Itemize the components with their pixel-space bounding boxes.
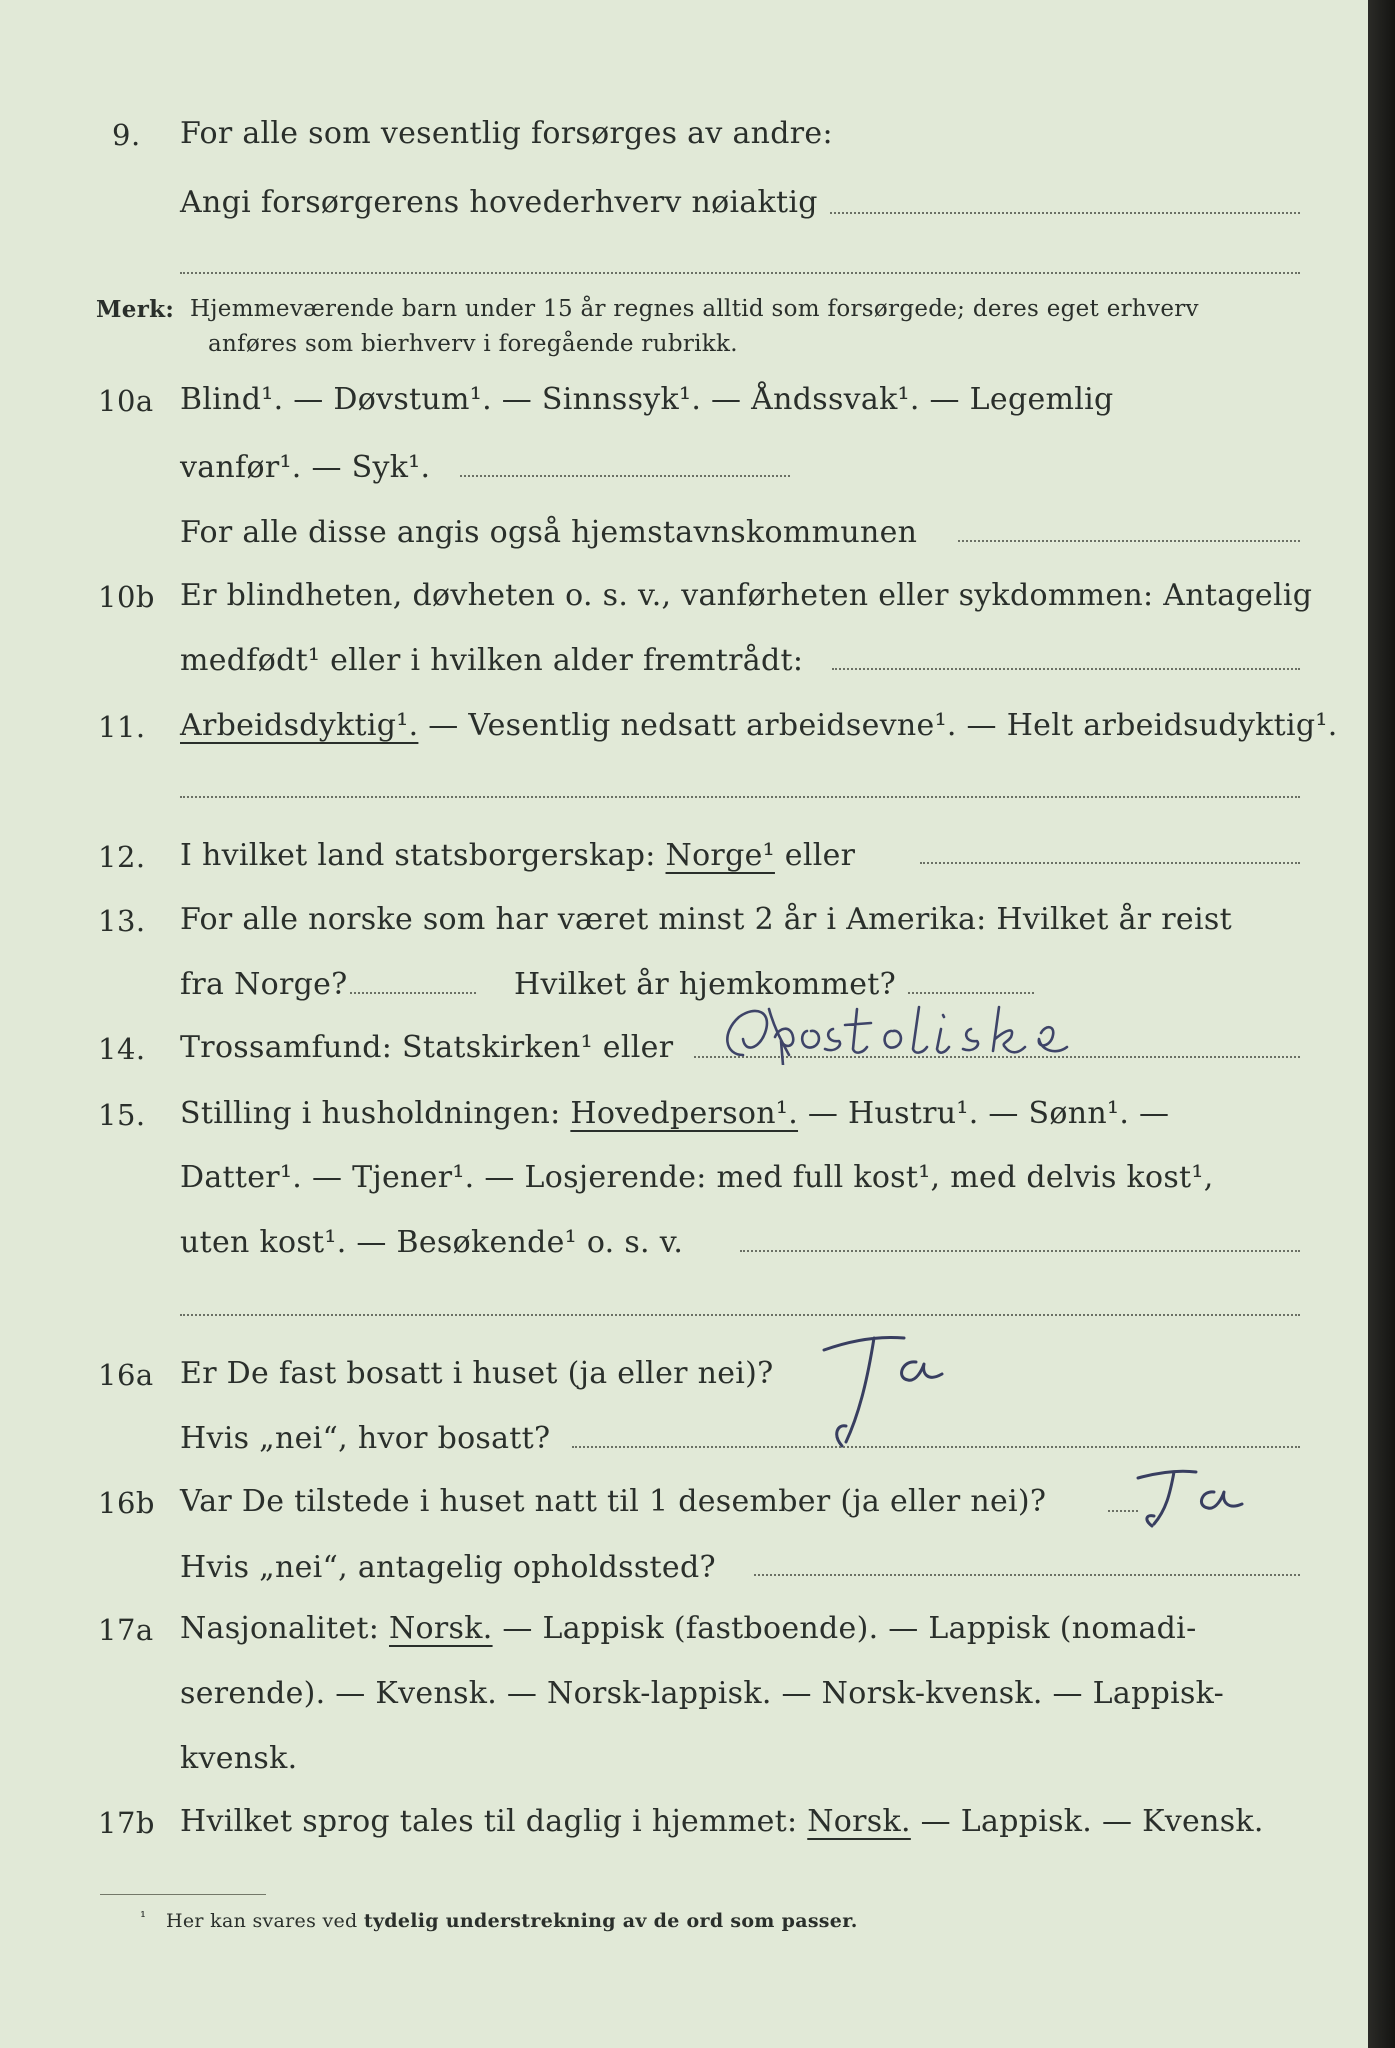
handwritten-answer-ja (812, 1326, 962, 1452)
question-number: 10b (98, 580, 155, 614)
answer-line[interactable] (572, 1446, 1300, 1448)
question-number: 15. (98, 1098, 146, 1132)
question-text: Er De fast bosatt i huset (ja eller nei)? (180, 1356, 774, 1391)
note-label: Merk: (96, 296, 175, 323)
question-text: For alle som vesentlig forsørges av andre: (180, 116, 833, 151)
answer-line[interactable] (832, 668, 1300, 670)
footnote-text: Her kan svares ved tydelig understrekning av de ord som passer. (166, 1910, 858, 1932)
question-text: I hvilket land statsborgerskap: Norge¹ eller (180, 838, 856, 873)
question-number: 16a (98, 1358, 154, 1392)
answer-line[interactable] (754, 1574, 1300, 1576)
note-text: anføres som bierhverv i foregående rubrikk. (208, 331, 738, 357)
answer-line[interactable] (180, 272, 1300, 274)
selected-option: Hovedperson¹. (570, 1096, 799, 1131)
answer-line[interactable] (830, 212, 1300, 214)
selected-option: Arbeidsdyktig¹. (180, 708, 419, 743)
question-text: uten kost¹. — Besøkende¹ o. s. v. (180, 1225, 684, 1260)
question-number: 17b (98, 1806, 155, 1840)
handwritten-answer-ja (1130, 1466, 1256, 1532)
question-number: 11. (98, 710, 146, 744)
question-number: 14. (98, 1032, 146, 1066)
question-text: Hvis „nei“, antagelig opholdssted? (180, 1550, 716, 1585)
question-text: Hvilket år hjemkommet? (514, 967, 897, 1002)
answer-line[interactable] (908, 992, 1034, 994)
question-text: vanfør¹. — Syk¹. (180, 450, 431, 485)
answer-line[interactable] (180, 1314, 1300, 1316)
scan-edge (1368, 0, 1395, 2048)
question-text: Stilling i husholdningen: Hovedperson¹. — Hustru¹. — Sønn¹. — (180, 1096, 1170, 1131)
question-text: kvensk. (180, 1741, 298, 1776)
question-text: Er blindheten, døvheten o. s. v., vanførheten eller sykdommen: Antagelig (180, 578, 1313, 613)
selected-option: Norge¹ (665, 838, 775, 873)
answer-line[interactable] (180, 796, 1300, 798)
question-text: medfødt¹ eller i hvilken alder fremtrådt: (180, 643, 804, 678)
question-number: 12. (98, 840, 146, 874)
question-text: Datter¹. — Tjener¹. — Losjerende: med full kost¹, med delvis kost¹, (180, 1160, 1214, 1195)
question-number: 9. (112, 118, 141, 152)
question-text: Hvilket sprog tales til daglig i hjemmet: Norsk. — Lappisk. — Kvensk. (180, 1804, 1264, 1839)
question-number: 10a (98, 384, 154, 418)
question-text: Arbeidsdyktig¹. — Vesentlig nedsatt arbeidsevne¹. — Helt arbeidsudyktig¹. (180, 708, 1338, 743)
question-text: fra Norge? (180, 967, 348, 1002)
note-text: Hjemmeværende barn under 15 år regnes alltid som forsørgede; deres eget erhverv (190, 296, 1199, 322)
question-text: serende). — Kvensk. — Norsk-lappisk. — Norsk-kvensk. — Lappisk- (180, 1676, 1225, 1711)
question-text: For alle norske som har været minst 2 år i Amerika: Hvilket år reist (180, 902, 1232, 937)
answer-line[interactable] (740, 1250, 1300, 1252)
question-number: 13. (98, 904, 146, 938)
question-text: Nasjonalitet: Norsk. — Lappisk (fastboende). — Lappisk (nomadi- (180, 1611, 1197, 1646)
selected-option: Norsk. (807, 1804, 911, 1839)
answer-line[interactable] (350, 992, 476, 994)
question-text: For alle disse angis også hjemstavnskommunen (180, 515, 918, 550)
question-text: Blind¹. — Døvstum¹. — Sinnssyk¹. — Åndssvak¹. — Legemlig (180, 382, 1114, 417)
answer-line[interactable] (920, 862, 1300, 864)
answer-line[interactable] (460, 475, 790, 477)
selected-option: Norsk. (389, 1611, 493, 1646)
question-number: 16b (98, 1486, 155, 1520)
question-text: Var De tilstede i huset natt til 1 desember (ja eller nei)? (180, 1484, 1047, 1519)
footnote-rule (100, 1894, 266, 1895)
question-text: Angi forsørgerens hovederhverv nøiaktig (180, 185, 818, 220)
handwritten-answer-apostolisk (715, 1003, 1175, 1065)
footnote-marker: ¹ (140, 1908, 147, 1926)
question-text: Hvis „nei“, hvor bosatt? (180, 1421, 551, 1456)
question-number: 17a (98, 1613, 154, 1647)
answer-line[interactable] (958, 540, 1300, 542)
question-text: Trossamfund: Statskirken¹ eller (180, 1030, 674, 1065)
